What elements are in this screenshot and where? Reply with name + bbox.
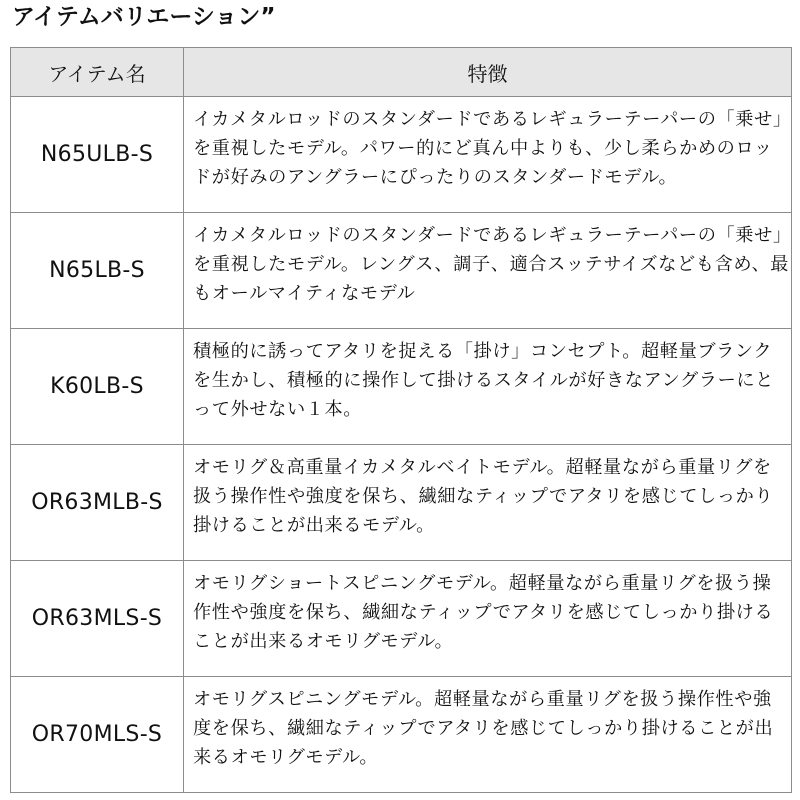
item-feature-cell: オモリグ＆高重量イカメタルベイトモデル。超軽量ながら重量リグを扱う操作性や強度を保ち、繊細なティップでアタリを感じてしっかり掛けることが出来るモデル。 bbox=[184, 445, 792, 561]
item-name-cell: N65ULB-S bbox=[11, 97, 184, 213]
item-feature-cell: 積極的に誘ってアタリを捉える「掛け」コンセプト。超軽量ブランクを生かし、積極的に操作して掛けるスタイルが好きなアングラーにとって外せない１本。 bbox=[184, 329, 792, 445]
column-header-item-name: アイテム名 bbox=[11, 48, 184, 97]
item-feature-cell: オモリグショートスピニングモデル。超軽量ながら重量リグを扱う操作性や強度を保ち、繊細なティップでアタリを感じてしっかり掛けることが出来るオモリグモデル。 bbox=[184, 561, 792, 677]
item-name-cell: K60LB-S bbox=[11, 329, 184, 445]
table-row bbox=[11, 445, 792, 561]
item-feature-cell: イカメタルロッドのスタンダードであるレギュラーテーパーの「乗せ」を重視したモデル。パワー的にど真ん中よりも、少し柔らかめのロッドが好みのアングラーにぴったりのスタンダードモデル。 bbox=[184, 97, 792, 213]
column-header-feature: 特徴 bbox=[184, 48, 792, 97]
table-row bbox=[11, 677, 792, 793]
item-name-cell: OR63MLB-S bbox=[11, 445, 184, 561]
item-variation-table bbox=[10, 47, 792, 793]
table-row bbox=[11, 561, 792, 677]
table-row bbox=[11, 329, 792, 445]
item-feature-cell: オモリグスピニングモデル。超軽量ながら重量リグを扱う操作性や強度を保ち、繊細なティップでアタリを感じてしっかり掛けることが出来るオモリグモデル。 bbox=[184, 677, 792, 793]
table-row bbox=[11, 97, 792, 213]
item-name-cell: OR70MLS-S bbox=[11, 677, 184, 793]
page-heading: アイテムバリエーション” bbox=[12, 4, 276, 30]
item-feature-cell: イカメタルロッドのスタンダードであるレギュラーテーパーの「乗せ」を重視したモデル。レングス、調子、適合スッテサイズなども含め、最もオールマイティなモデル bbox=[184, 213, 792, 329]
item-name-cell: N65LB-S bbox=[11, 213, 184, 329]
item-name-cell: OR63MLS-S bbox=[11, 561, 184, 677]
table-header-row bbox=[11, 48, 792, 97]
table-row bbox=[11, 213, 792, 329]
